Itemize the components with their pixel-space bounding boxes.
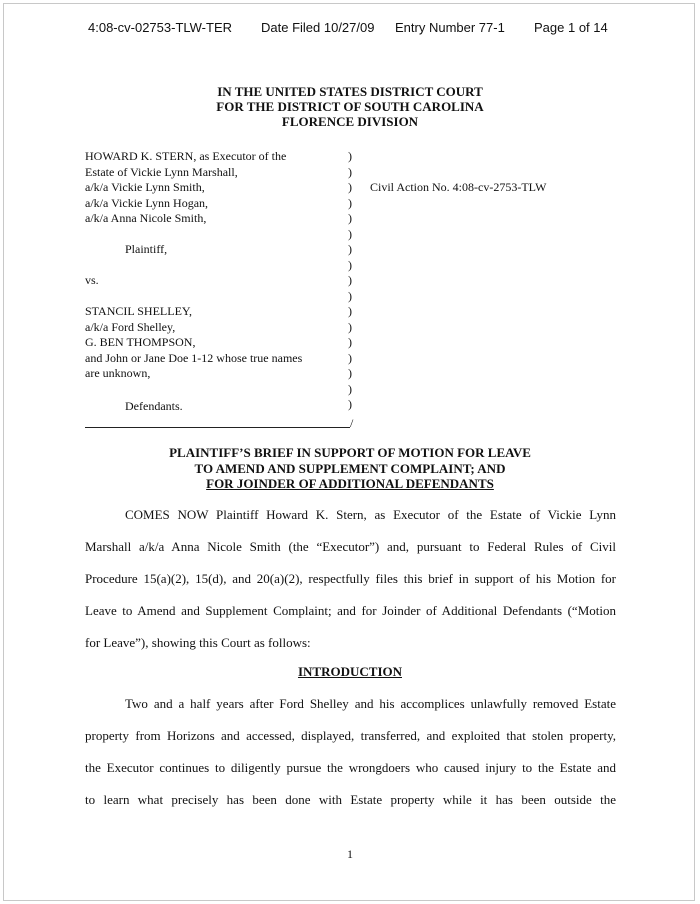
defendant-line: and John or Jane Doe 1-12 whose true names <box>85 350 303 365</box>
defendant-line: are unknown, <box>85 366 151 380</box>
defendant-line: STANCIL SHELLEY, <box>85 304 193 318</box>
plaintiff-line: HOWARD K. STERN, as Executor of the <box>85 149 287 163</box>
paragraph-line: Procedure 15(a)(2), 15(d), and 20(a)(2), respectfully files this brief in support of his Motion for <box>85 571 616 586</box>
defendant-label: Defendants. <box>125 399 183 413</box>
brief-title <box>0 445 700 492</box>
defendant-line: G. BEN THOMPSON, <box>85 335 196 349</box>
case-number: 4:08-cv-02753-TLW-TER <box>88 20 233 35</box>
ecf-header <box>80 20 640 40</box>
paren: ) <box>348 226 352 241</box>
paragraph-line: Two and a half years after Ford Shelley and his accomplices unlawfully removed Estate <box>125 696 616 711</box>
paren: ) <box>348 149 352 163</box>
defendant-line: a/k/a Ford Shelley, <box>85 319 176 334</box>
caption-slash: / <box>350 416 354 430</box>
paren: ) <box>348 397 352 411</box>
paren: ) <box>348 257 352 272</box>
paragraph-line: for Leave”), showing this Court as follows: <box>85 635 311 650</box>
paragraph-line: COMES NOW Plaintiff Howard K. Stern, as Executor of the Estate of Vickie Lynn <box>125 507 616 522</box>
paren: ) <box>348 366 352 380</box>
date-filed: Date Filed 10/27/09 <box>261 20 375 35</box>
court-line-1: IN THE UNITED STATES DISTRICT COURT <box>217 84 483 99</box>
paragraph-line: property from Horizons and accessed, displayed, transferred, and exploited that stolen property, <box>85 728 616 743</box>
paragraph-line: the Executor continues to diligently pursue the wrongdoers who caused injury to the Estate and <box>85 760 616 775</box>
civil-action-number: Civil Action No. 4:08-cv-2753-TLW <box>370 180 547 194</box>
brief-title-line-3: FOR JOINDER OF ADDITIONAL DEFENDANTS <box>206 476 494 491</box>
caption-parentheses <box>348 149 352 413</box>
paren: ) <box>348 195 352 210</box>
paren: ) <box>348 350 352 365</box>
paren: ) <box>348 180 352 194</box>
paragraph-line: Leave to Amend and Supplement Complaint; and for Joinder of Additional Defendants (“Motion <box>85 603 616 618</box>
versus-label: vs. <box>85 273 99 287</box>
paren: ) <box>348 164 352 179</box>
court-line-2: FOR THE DISTRICT OF SOUTH CAROLINA <box>216 99 484 114</box>
paren: ) <box>348 381 352 396</box>
paren: ) <box>348 304 352 318</box>
brief-title-line-1: PLAINTIFF’S BRIEF IN SUPPORT OF MOTION FOR LEAVE <box>169 445 531 460</box>
brief-title-line-2: TO AMEND AND SUPPLEMENT COMPLAINT; AND <box>194 460 506 476</box>
paren: ) <box>348 319 352 334</box>
introduction-heading: INTRODUCTION <box>297 664 402 679</box>
page-number: 1 <box>347 847 353 861</box>
page-indicator: Page 1 of 14 <box>534 20 608 35</box>
court-line-3: FLORENCE DIVISION <box>281 114 419 129</box>
entry-number: Entry Number 77-1 <box>395 20 505 35</box>
paragraph-line: Marshall a/k/a Anna Nicole Smith (the “Executor”) and, pursuant to Federal Rules of Civil <box>85 539 616 554</box>
paren: ) <box>348 335 352 349</box>
court-heading <box>0 84 700 129</box>
paren: ) <box>348 273 352 287</box>
paren: ) <box>348 288 352 303</box>
plaintiff-line: Estate of Vickie Lynn Marshall, <box>85 164 238 179</box>
plaintiff-line: a/k/a Vickie Lynn Hogan, <box>85 195 209 210</box>
paren: ) <box>348 211 352 225</box>
paragraph-line: to learn what precisely has been done with Estate property while it has been outside the <box>85 792 616 807</box>
plaintiff-line: a/k/a Vickie Lynn Smith, <box>85 180 205 194</box>
paren: ) <box>348 242 352 256</box>
plaintiff-label: Plaintiff, <box>125 242 168 256</box>
plaintiff-line: a/k/a Anna Nicole Smith, <box>85 211 207 225</box>
caption-rule <box>85 427 350 428</box>
